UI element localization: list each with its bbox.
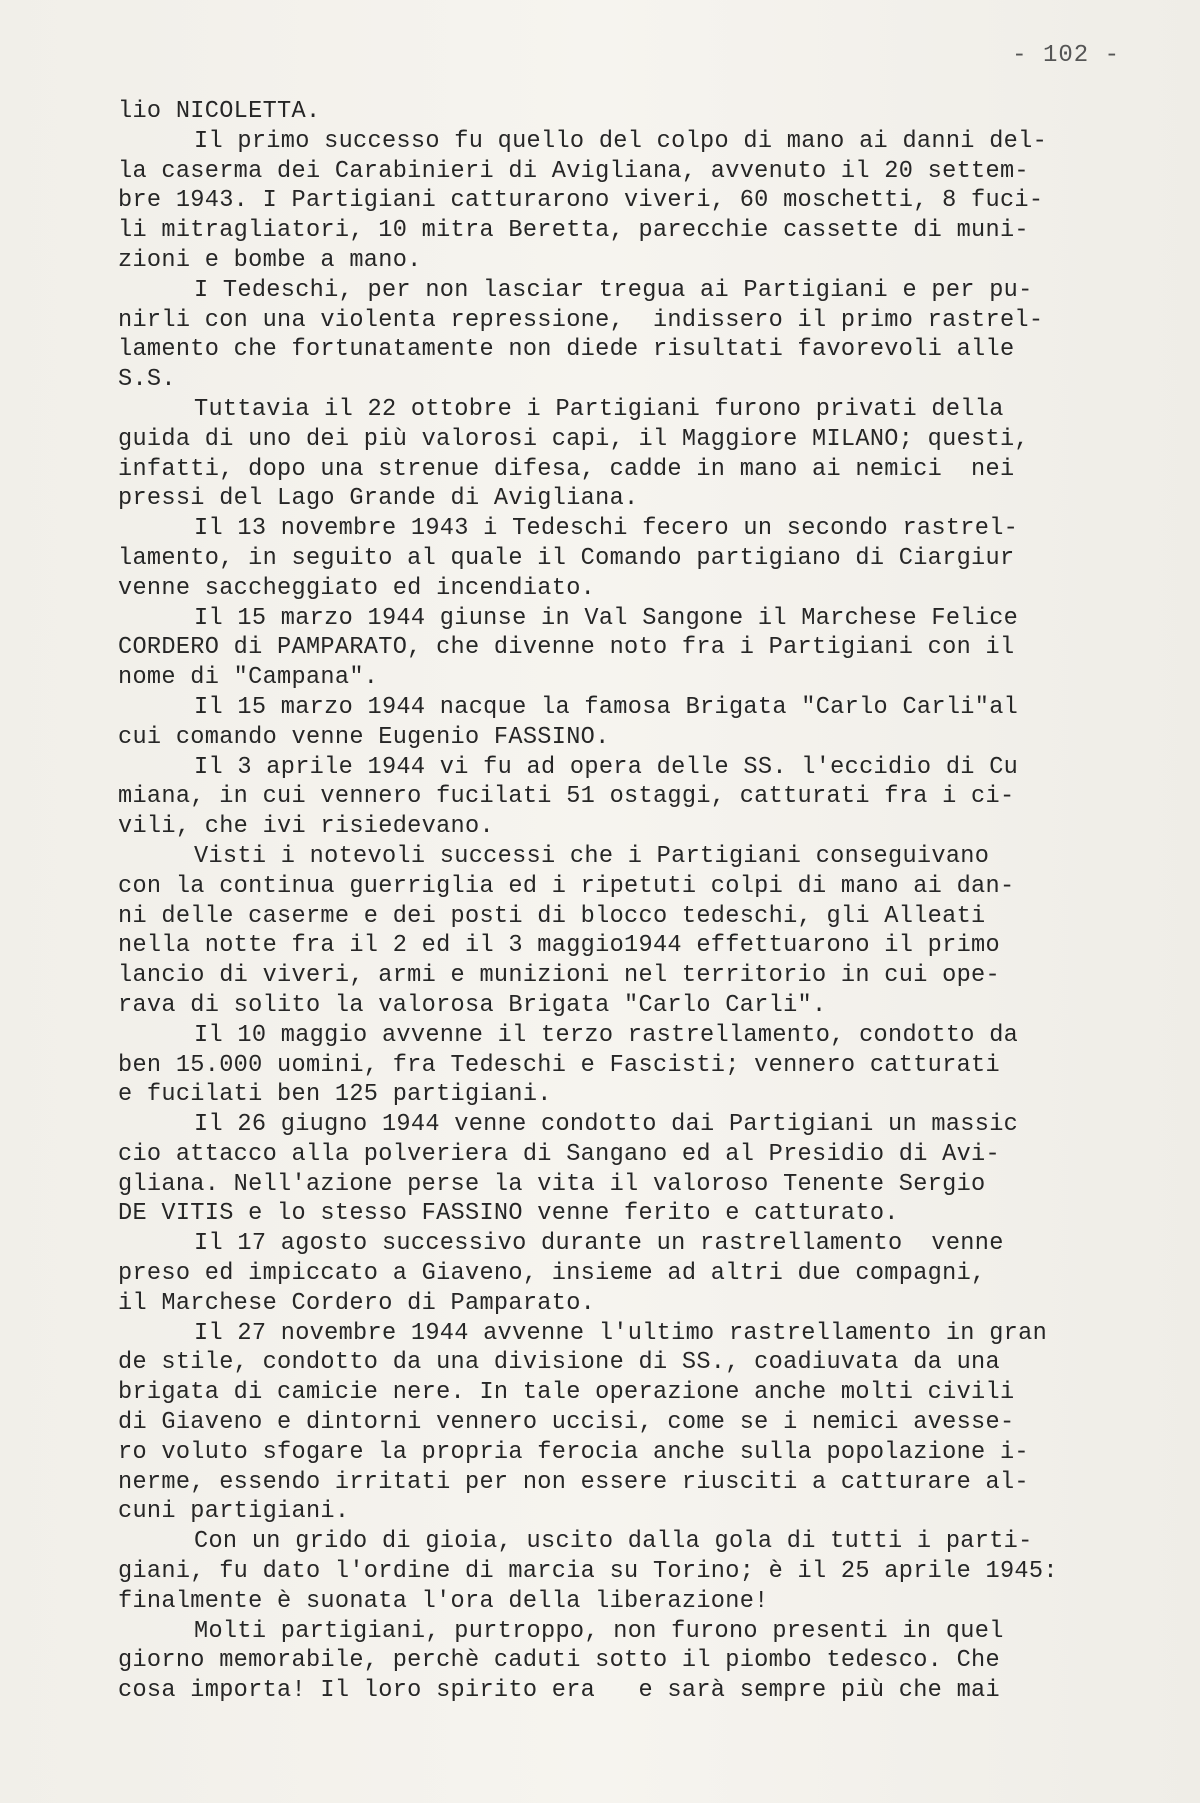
text-line: miana, in cui vennero fucilati 51 ostaggi, catturati fra i ci- [118, 783, 1015, 811]
text-line: rava di solito la valorosa Brigata "Carlo Carli". [118, 991, 827, 1019]
text-line: cui comando venne Eugenio FASSINO. [118, 723, 610, 751]
text-line: de stile, condotto da una divisione di SS., coadiuvata da una [118, 1349, 1000, 1377]
text-line: Il 27 novembre 1944 avvenne l'ultimo rastrellamento in gran [194, 1319, 1048, 1347]
page-number: - 102 - [1012, 42, 1120, 69]
text-line: Il 13 novembre 1943 i Tedeschi fecero un secondo rastrel- [194, 515, 1019, 543]
text-line: I Tedeschi, per non lasciar tregua ai Partigiani e per pu- [194, 276, 1033, 304]
text-line: Visti i notevoli successi che i Partigiani conseguivano [194, 842, 990, 870]
text-line: brigata di camicie nere. In tale operazione anche molti civili [118, 1379, 1015, 1407]
text-line: Con un grido di gioia, uscito dalla gola di tutti i parti- [194, 1528, 1033, 1556]
text-line: Il 26 giugno 1944 venne condotto dai Partigiani un massic [194, 1111, 1019, 1139]
text-line: Il 15 marzo 1944 giunse in Val Sangone il Marchese Felice [194, 604, 1019, 632]
text-line: S.S. [118, 366, 176, 394]
text-line: pressi del Lago Grande di Avigliana. [118, 485, 639, 513]
text-line: preso ed impiccato a Giaveno, insieme ad altri due compagni, [118, 1260, 986, 1288]
text-line: CORDERO di PAMPARATO, che divenne noto fra i Partigiani con il [118, 634, 1015, 662]
text-line: DE VITIS e lo stesso FASSINO venne ferito e catturato. [118, 1200, 899, 1228]
text-line: il Marchese Cordero di Pamparato. [118, 1289, 596, 1317]
text-line: nirli con una violenta repressione, indissero il primo rastrel- [118, 306, 1044, 334]
text-line: ro voluto sfogare la propria ferocia anche sulla popolazione i- [118, 1438, 1029, 1466]
text-line: gliana. Nell'azione perse la vita il valoroso Tenente Sergio [118, 1170, 986, 1198]
text-line: bre 1943. I Partigiani catturarono viveri, 60 moschetti, 8 fuci- [118, 187, 1044, 215]
text-line: lamento che fortunatamente non diede risultati favorevoli alle [118, 336, 1015, 364]
text-line: Il 17 agosto successivo durante un rastrellamento venne [194, 1230, 1004, 1258]
body-text [118, 97, 1138, 1706]
text-line: nerme, essendo irritati per non essere riusciti a catturare al- [118, 1468, 1029, 1496]
text-line: Il primo successo fu quello del colpo di mano ai danni del- [194, 127, 1048, 155]
text-line: lancio di viveri, armi e munizioni nel territorio in cui ope- [118, 962, 1000, 990]
text-line: cuni partigiani. [118, 1498, 350, 1526]
text-line: Il 15 marzo 1944 nacque la famosa Brigata "Carlo Carli"al [194, 693, 1019, 721]
text-line: finalmente è suonata l'ora della liberazione! [118, 1587, 769, 1615]
text-line: lamento, in seguito al quale il Comando partigiano di Ciargiur [118, 544, 1015, 572]
text-line: venne saccheggiato ed incendiato. [118, 574, 596, 602]
text-line: ben 15.000 uomini, fra Tedeschi e Fascisti; vennero catturati [118, 1051, 1000, 1079]
text-line: li mitragliatori, 10 mitra Beretta, parecchie cassette di muni- [118, 217, 1029, 245]
text-line: giorno memorabile, perchè caduti sotto il piombo tedesco. Che [118, 1647, 1000, 1675]
text-line: giani, fu dato l'ordine di marcia su Torino; è il 25 aprile 1945: [118, 1558, 1058, 1586]
text-line: cosa importa! Il loro spirito era e sarà sempre più che mai [118, 1677, 1000, 1705]
text-line: Tuttavia il 22 ottobre i Partigiani furono privati della [194, 395, 1004, 423]
text-line: lio NICOLETTA. [118, 98, 321, 125]
text-line: Molti partigiani, purtroppo, non furono presenti in quel [194, 1617, 1004, 1645]
text-line: cio attacco alla polveriera di Sangano ed al Presidio di Avi- [118, 1140, 1000, 1168]
text-line: zioni e bombe a mano. [118, 246, 422, 274]
text-line: la caserma dei Carabinieri di Avigliana, avvenuto il 20 settem- [118, 157, 1029, 185]
text-line: e fucilati ben 125 partigiani. [118, 1081, 552, 1109]
text-line: ni delle caserme e dei posti di blocco tedeschi, gli Alleati [118, 902, 986, 930]
text-line: Il 10 maggio avvenne il terzo rastrellamento, condotto da [194, 1021, 1019, 1049]
text-line: vili, che ivi risiedevano. [118, 813, 494, 841]
text-line: Il 3 aprile 1944 vi fu ad opera delle SS. l'eccidio di Cu [194, 753, 1019, 781]
text-line: con la continua guerriglia ed i ripetuti colpi di mano ai dan- [118, 872, 1015, 900]
text-line: nome di "Campana". [118, 664, 379, 692]
text-line: infatti, dopo una strenue difesa, cadde in mano ai nemici nei [118, 455, 1015, 483]
text-line: di Giaveno e dintorni vennero uccisi, come se i nemici avesse- [118, 1409, 1015, 1437]
text-line: guida di uno dei più valorosi capi, il Maggiore MILANO; questi, [118, 425, 1029, 453]
text-line: nella notte fra il 2 ed il 3 maggio1944 effettuarono il primo [118, 932, 1000, 960]
